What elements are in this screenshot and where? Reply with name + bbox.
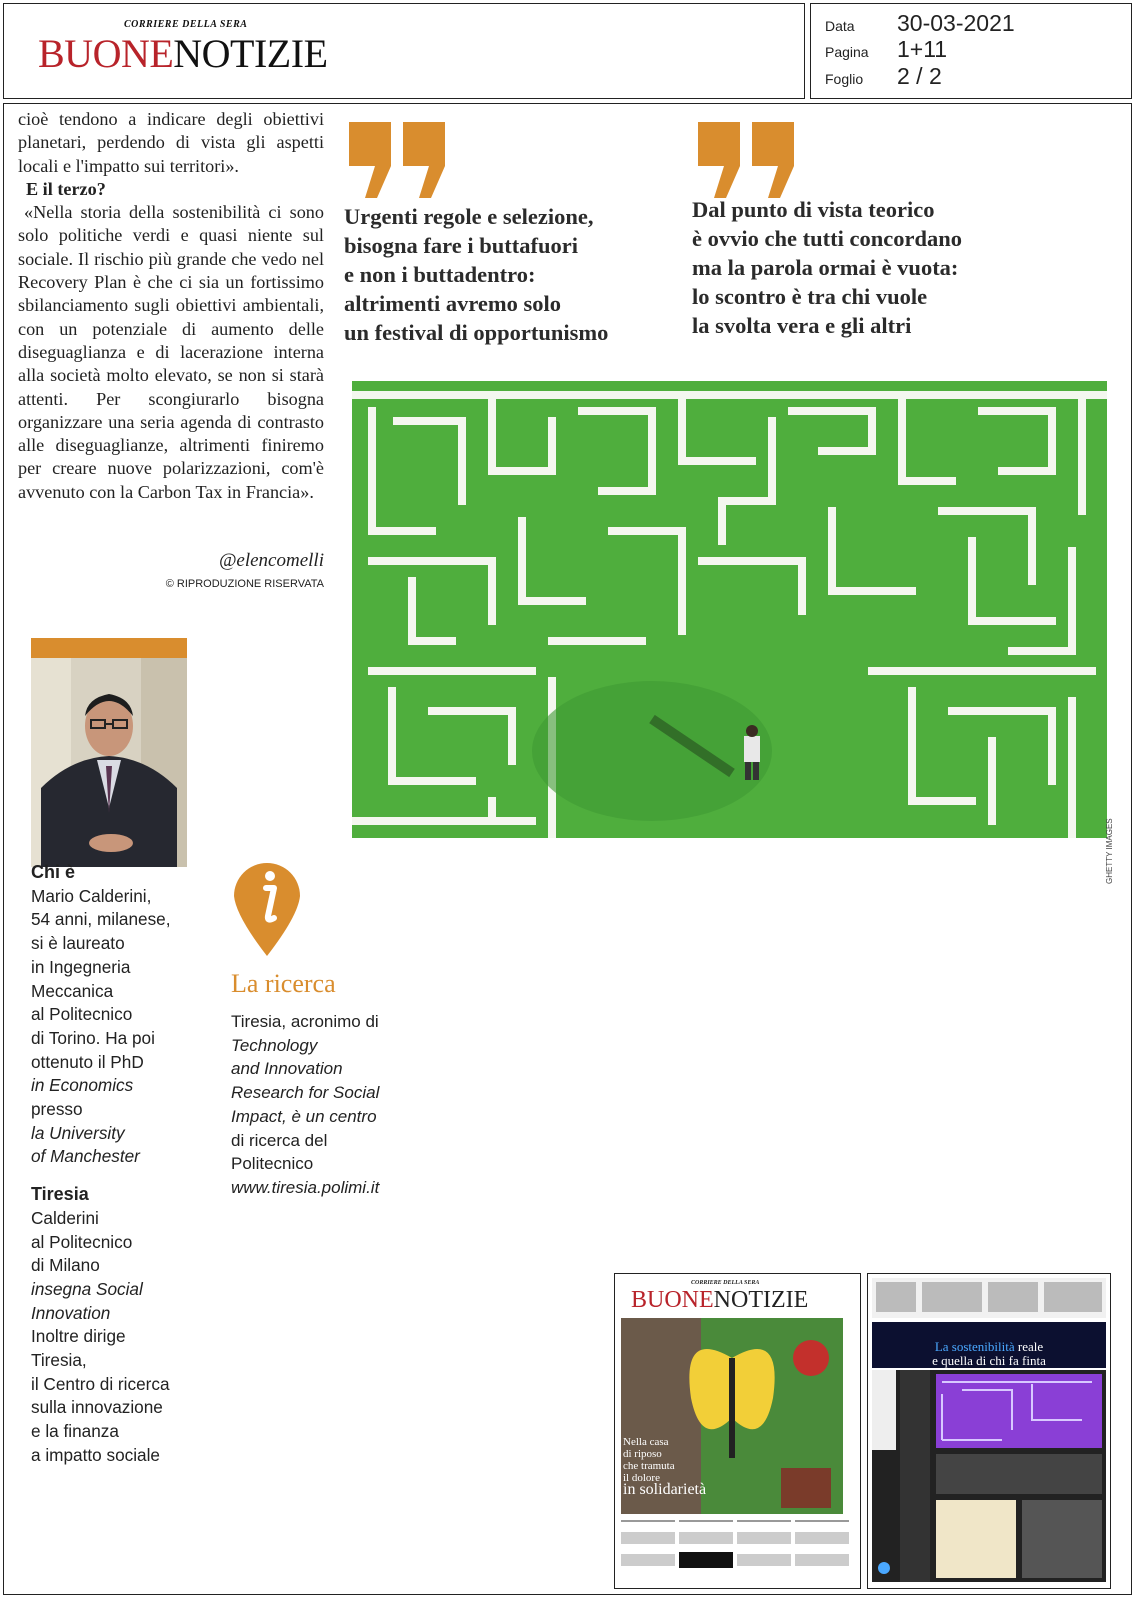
info-pin-icon bbox=[230, 858, 304, 958]
maze-illustration bbox=[352, 381, 1107, 838]
text-line: Calderini bbox=[31, 1207, 99, 1228]
text-line: in Ingegneria bbox=[31, 956, 131, 977]
text-line: Politecnico bbox=[231, 1154, 314, 1174]
text-line: di Torino. Ha poi bbox=[31, 1027, 155, 1048]
bio-text bbox=[31, 885, 201, 1169]
text-line: si è laureato bbox=[31, 933, 125, 954]
bio-text bbox=[31, 1207, 201, 1468]
text-line: e la finanza bbox=[31, 1421, 119, 1442]
text-line: ottenuto il PhD bbox=[31, 1051, 144, 1072]
text-line: di ricerca del bbox=[231, 1130, 328, 1150]
text-line: a impatto sociale bbox=[31, 1444, 160, 1465]
quote-mark-icon bbox=[347, 120, 457, 200]
thumb-publisher: CORRIERE DELLA SERA bbox=[691, 1280, 760, 1286]
text-line: www.tiresia.polimi.it bbox=[231, 1177, 380, 1197]
meta-date: Data 30-03-2021 bbox=[825, 10, 1015, 36]
thumb-top-strip bbox=[872, 1278, 1106, 1318]
meta-page: Pagina 1+11 bbox=[825, 36, 948, 62]
text-line: al Politecnico bbox=[31, 1231, 133, 1252]
text-line: and Innovation bbox=[231, 1059, 343, 1079]
image-credit: GHETTY IMAGES bbox=[1105, 818, 1114, 884]
bio-title: Chi è bbox=[31, 862, 76, 882]
pull-quote-1: Urgenti regole e selezione, bisogna fare i buttafuori e non i buttadentro: altrimenti avremo solo un festival di opportunismo bbox=[344, 204, 609, 345]
bio-title: Tiresia bbox=[31, 1184, 89, 1205]
text-line: il Centro di ricerca bbox=[31, 1373, 170, 1394]
thumb-masthead: BUONENOTIZIE bbox=[631, 1287, 809, 1313]
interview-question: E il terzo? bbox=[26, 178, 106, 199]
article-paragraph: cioè tendono a indicare degli obiettivi planetari, perdendo di vista gli aspetti locali e l'impatto sui territori». bbox=[18, 109, 324, 176]
header-masthead-box bbox=[3, 3, 805, 99]
bio-box bbox=[31, 861, 201, 1468]
ricerca-text bbox=[231, 1010, 401, 1200]
text-line: Tiresia, acronimo di bbox=[231, 1012, 379, 1031]
thumbnail-front-page bbox=[614, 1273, 861, 1589]
masthead-red-part: BUONE bbox=[38, 31, 174, 76]
text-line: la University bbox=[31, 1122, 125, 1143]
pull-quote-2: Dal punto di vista teorico è ovvio che tutti concordano ma la parola ormai è vuota: lo scontro è tra chi vuole la svolta vera e gli altri bbox=[692, 197, 962, 338]
portrait-photo bbox=[31, 638, 187, 867]
thumb-headline: Nella casa di riposo che tramuta il dolore in solidarietà bbox=[623, 1436, 707, 1498]
masthead bbox=[38, 30, 328, 77]
thumb-page-body bbox=[872, 1370, 1106, 1582]
article-column bbox=[18, 108, 324, 504]
text-line: Research for Social bbox=[231, 1083, 380, 1103]
thumb-headline: La sostenibilità reale e quella di chi fa finta bbox=[932, 1339, 1046, 1368]
header-meta-box bbox=[810, 3, 1132, 99]
text-line: of Manchester bbox=[31, 1146, 140, 1167]
text-line: Meccanica bbox=[31, 980, 114, 1001]
text-line: sulla innovazione bbox=[31, 1397, 163, 1418]
thumbnail-inside-page bbox=[867, 1273, 1111, 1589]
masthead-black-part: NOTIZIE bbox=[173, 31, 328, 76]
text-line: Innovation bbox=[31, 1302, 111, 1323]
text-line: Technology bbox=[231, 1035, 318, 1055]
text-line: al Politecnico bbox=[31, 1004, 133, 1025]
thumb-footer-columns bbox=[621, 1518, 853, 1582]
text-line: 54 anni, milanese, bbox=[31, 909, 171, 930]
publisher-name: CORRIERE DELLA SERA bbox=[124, 19, 248, 30]
text-line: di Milano bbox=[31, 1255, 100, 1276]
quote-mark-icon bbox=[696, 120, 806, 200]
ricerca-title: La ricerca bbox=[231, 969, 336, 998]
text-line: presso bbox=[31, 1099, 83, 1120]
article-paragraph: «Nella storia della sostenibilità ci sono solo politiche verdi e quasi niente sul sociale. Il rischio più grande che vedo nel Recovery Plan è che ci sia un fortissimo sbilanciamento sugli obiettivi ambientali, con un potenziale di aumento delle diseguaglianza e di lacerazione interna alla società molto elevato, se non si starà attenti. Per scongiurarlo bisogna organizzare una seria agenda di contrasto alle diseguaglianze, altrimenti finiremo per creare nuove polarizzazioni, com'è avvenuto con la Carbon Tax in Francia». bbox=[18, 202, 324, 502]
copyright-note: © RIPRODUZIONE RISERVATA bbox=[165, 578, 324, 590]
author-handle: @elencomelli bbox=[218, 550, 324, 571]
text-line: Inoltre dirige bbox=[31, 1326, 126, 1347]
text-line: Mario Calderini, bbox=[31, 885, 152, 906]
text-line: Impact, è un centro bbox=[231, 1106, 377, 1126]
text-line: insegna Social bbox=[31, 1278, 143, 1299]
article-area bbox=[3, 103, 1132, 1595]
text-line: Tiresia, bbox=[31, 1350, 87, 1371]
text-line: in Economics bbox=[31, 1075, 134, 1096]
meta-sheet: Foglio 2 / 2 bbox=[825, 63, 942, 89]
